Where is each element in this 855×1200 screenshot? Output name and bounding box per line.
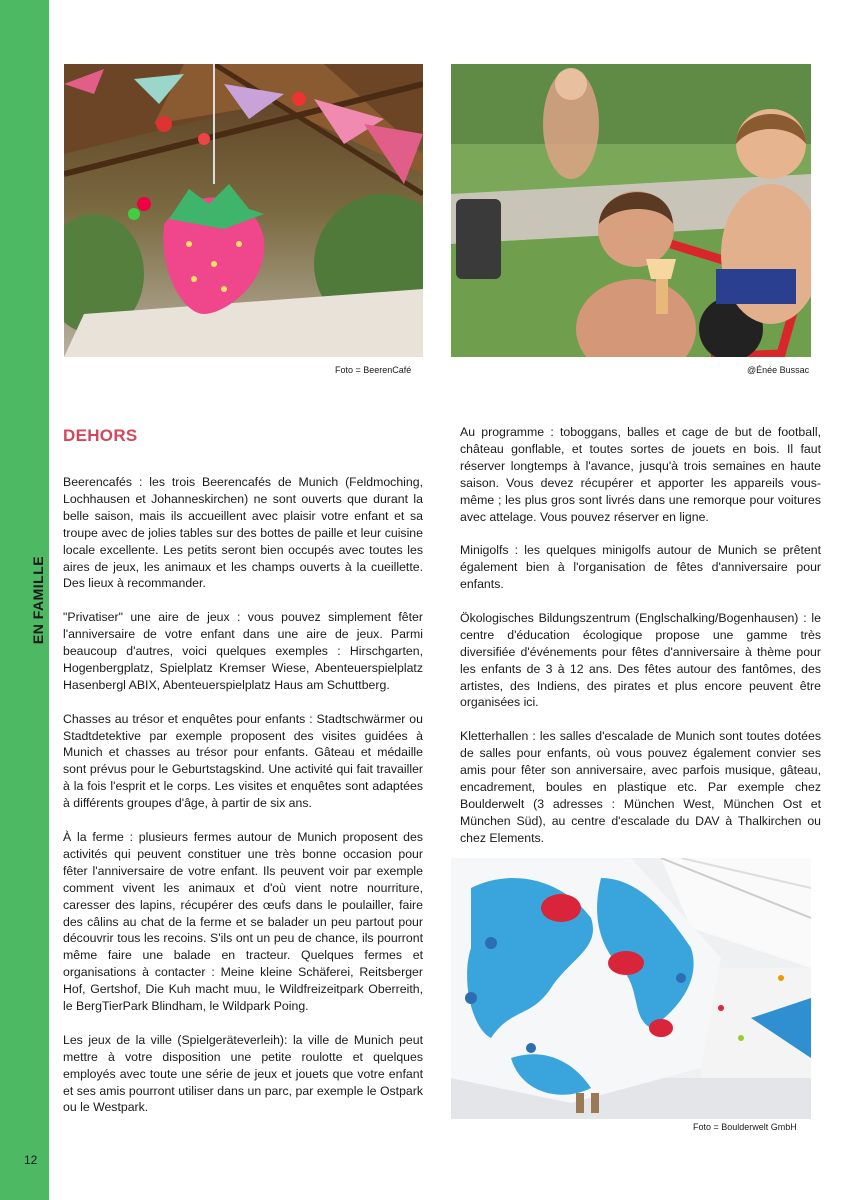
paragraph: Ökologisches Bildungszentrum (Englschalking/Bogenhausen) : le centre d'éducation écologique propose une gamme très diversifiée d'événements pour fêtes d'anniversaire à thème pour les enfants de 3 à 12 ans. Des fêtes autour des fantômes, des artistes, des Indiens, des pirates et plus encore peuvent être organisées ici.	[460, 610, 821, 710]
page-number: 12	[24, 1153, 38, 1167]
paragraph: Chasses au trésor et enquêtes pour enfants : Stadtschwärmer ou Stadtdetektive par exemple proposent des visites guidées à Munich et chasses au trésor pour enfants. Gâteau et médaille sont prévus pour le Geburtstagskind. Une activité qui fait travailler à la fois l'esprit et le corps. Les visites et enquêtes sont adaptées à différents groupes d'âge, à partir de six ans.	[63, 711, 423, 811]
section-title: DEHORS	[63, 426, 138, 445]
right-column	[460, 424, 821, 864]
photo-boulderwelt	[451, 858, 811, 1119]
paragraph: Kletterhallen : les salles d'escalade de Munich sont toutes dotées de salles pour enfants, où vous pouvez également convier ses amis pour fêter son anniversaire, avec parfois musique, gâteau, encadrement, boules en plastique etc. Par exemple chez Boulderwelt (3 adresses : München West, München Ost et München Süd), au centre d'escalade du DAV à Thalkirchen ou chez Elements.	[460, 729, 821, 845]
paragraph: Minigolfs : les quelques minigolfs autour de Munich se prêtent également bien à l'organisation de fêtes d'anniversaire pour enfants.	[460, 543, 821, 592]
paragraph: À la ferme : plusieurs fermes autour de Munich proposent des activités qui peuvent constituer une très bonne occasion pour fêter l'anniversaire de votre enfant. Ils peuvent voir par exemple comment vivent les animaux et d'où vient notre nourriture, caresser des lapins, récupérer des œufs dans le poulailler, faire des câlins au chat de la ferme et se balader un peu partout pour découvrir tous les recoins. S'ils ont un peu de chance, ils pourront même faire une balade en tracteur. Quelques fermes et organisations à contacter : Meine kleine Schäferei, Reitsberger Hof, Gertshof, Die Kuh macht muu, le Wildfreizeitpark Oberreith, le BergTierPark Blindham, le Wildpark Poing.	[63, 829, 423, 1014]
photo-children	[451, 64, 811, 357]
climbing-hall-photo	[451, 858, 811, 1119]
party-pavilion-photo	[64, 64, 423, 357]
photo-caption: Foto = BeerenCafé	[335, 365, 412, 375]
section-side-label: EN FAMILLE	[30, 555, 46, 645]
paragraph: "Privatiser" une aire de jeux : vous pouvez simplement fêter l'anniversaire de votre enfant dans une aire de jeux. Parmi beaucoup d'autres, voici quelques exemples : Hirschgarten, Hogenbergplatz, Spielplatz Kremser Wiese, Abenteuerspielplatz Hasenbergl ABIX, Abenteuerspielplatz Haus am Schuttberg.	[63, 610, 423, 692]
paragraph: Beerencafés : les trois Beerencafés de Munich (Feldmoching, Lochhausen et Johanneskirchen) ne sont ouverts que durant la belle saison, mais ils accueillent avec plaisir votre enfant et sa troupe avec de jolies tables sur des bottes de paille et leur cuisine locale excellente. Les petits seront bien occupés avec toutes les aires de jeux, les animaux et les champs ouverts à la cueillette. Des lieux à recommander.	[63, 475, 423, 591]
left-column	[63, 474, 423, 1133]
paragraph: Les jeux de la ville (Spielgeräteverleih): la ville de Munich peut mettre à votre disposition une petite roulotte et quelques employés avec toute une série de jeux et jouets que votre enfant et ses amis pourront utiliser dans un parc, par exemple le Ostpark ou le Westpark.	[63, 1032, 423, 1115]
photo-caption: @Énée Bussac	[747, 365, 810, 375]
children-icecream-photo	[451, 64, 811, 357]
paragraph: Au programme : toboggans, balles et cage de but de football, château gonflable, et toutes sortes de jouets en bois. Il faut réserver longtemps à l'avance, jusqu'à trois semaines en haute saison. Vous devez récupérer et apporter les appareils vous-même ; les plus gros sont livrés dans une remorque pour voitures avec attelage. Vous pouvez réserver en ligne.	[460, 425, 821, 524]
photo-beerencafe	[64, 64, 423, 357]
photo-caption: Foto = Boulderwelt GmbH	[693, 1122, 797, 1132]
